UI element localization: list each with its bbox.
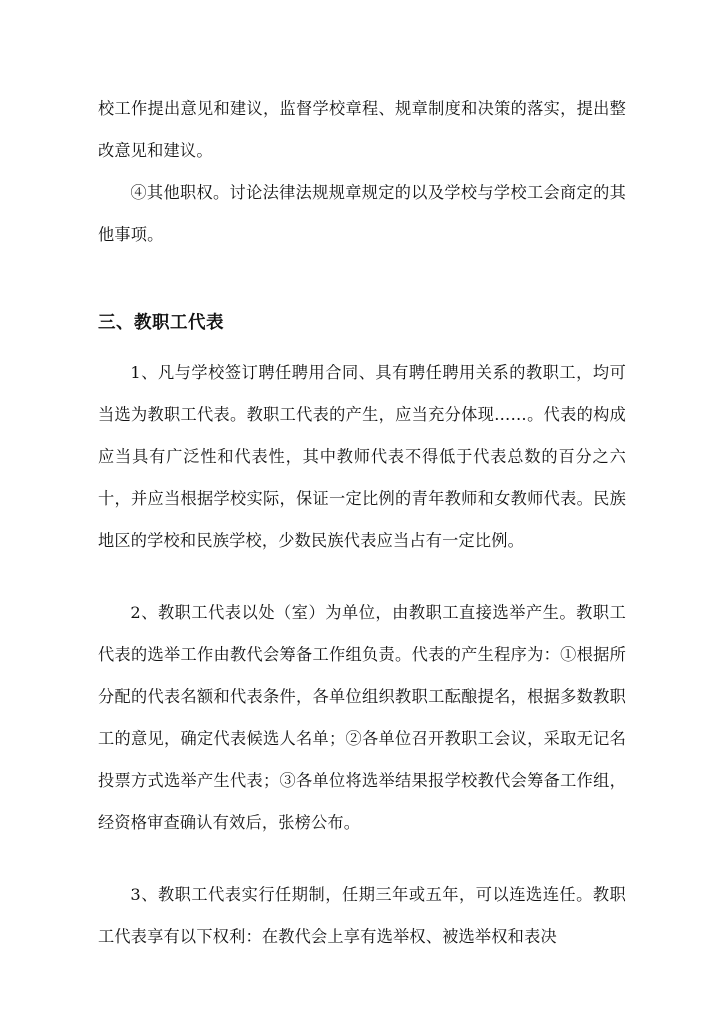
paragraph-gap-1 xyxy=(98,562,626,592)
paragraph-3-3: 3、教职工代表实行任期制，任期三年或五年，可以连选连任。教职工代表享有以下权利：在教代会上享有选举权、被选举权和表决 xyxy=(98,885,626,946)
paragraph-continued: 校工作提出意见和建议，监督学校章程、规章制度和决策的落实，提出整改意见和建议。 xyxy=(98,99,626,160)
paragraph-3-2: 2、教职工代表以处（室）为单位，由教职工直接选举产生。教职工代表的选举工作由教代会筹备工作组负责。代表的产生程序为：①根据所分配的代表名额和代表条件，各单位组织教职工酝酿提名，根据多数教职工的意见，确定代表候选人名单；②各单位召开教职工会议，采取无记名投票方式选举产生代表；③各单位将选举结果报学校教代会筹备工作组，经资格审查确认有效后，张榜公布。 xyxy=(98,603,626,832)
paragraph-3-1: 1、凡与学校签订聘任聘用合同、具有聘任聘用关系的教职工，均可当选为教职工代表。教职工代表的产生，应当充分体现……。代表的构成应当具有广泛性和代表性，其中教师代表不得低于代表总数的百分之六十，并应当根据学校实际，保证一定比例的青年教师和女教师代表。民族地区的学校和民族学校，少数民族代表应当占有一定比例。 xyxy=(98,363,626,550)
paragraph-item-other-powers: ④其他职权。讨论法律法规规章规定的以及学校与学校工会商定的其他事项。 xyxy=(98,183,626,244)
section-heading-staff-representatives: 三、教职工代表 xyxy=(98,313,224,333)
spacer-after-heading xyxy=(98,344,626,352)
spacer-before-heading xyxy=(98,256,626,302)
document-body xyxy=(98,88,626,958)
paragraph-gap-2 xyxy=(98,844,626,874)
